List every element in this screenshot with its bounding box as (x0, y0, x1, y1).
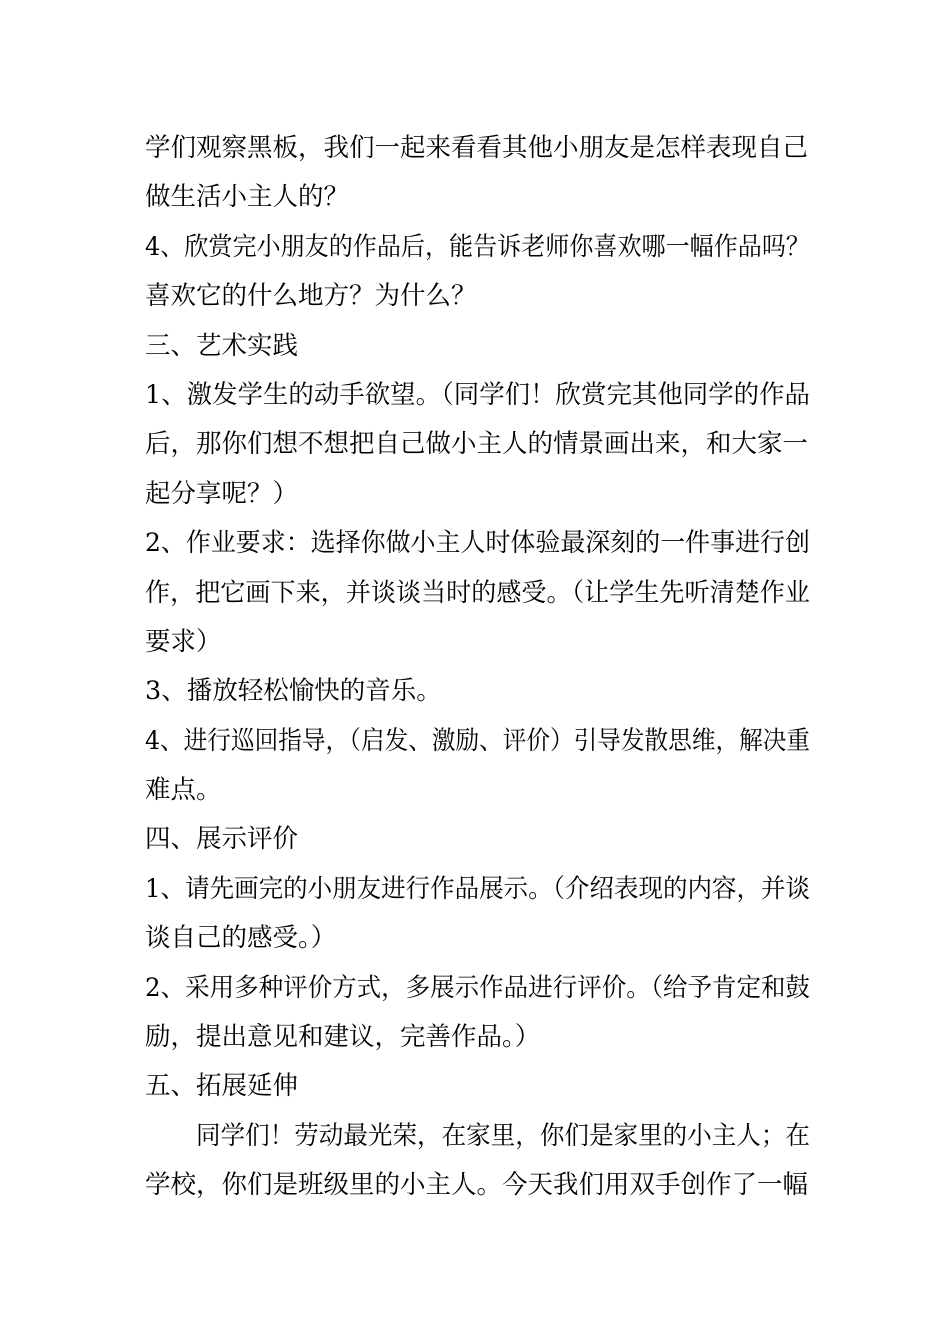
text-line: 起分享呢？） (145, 478, 299, 509)
text-line: 2、作业要求：选择你做小主人时体验最深刻的一件事进行创 (145, 528, 810, 559)
text-line: 作，把它画下来，并谈谈当时的感受。（让学生先听清楚作业 (145, 577, 810, 608)
text-line: 学们观察黑板，我们一起来看看其他小朋友是怎样表现自己 (145, 133, 809, 163)
text-line: 喜欢它的什么地方？为什么？ (145, 281, 477, 312)
text-line: 做生活小主人的？ (145, 182, 350, 213)
text-line: 要求） (145, 626, 222, 657)
text-line: 谈自己的感受。） (145, 923, 337, 954)
text-line: 1、激发学生的动手欲望。（同学们！欣赏完其他同学的作品 (145, 379, 810, 410)
paragraph-first-line: 同学们！劳动最光荣，在家里，你们是家里的小主人；在 (196, 1120, 810, 1151)
text-line: 4、进行巡回指导，（启发、激励、评价）引导发散思维，解决重 (145, 725, 810, 756)
section-heading: 四、展示评价 (145, 824, 299, 855)
text-line: 励，提出意见和建议，完善作品。） (145, 1022, 541, 1053)
text-line: 难点。 (145, 775, 222, 806)
text-line: 学校，你们是班级里的小主人。今天我们用双手创作了一幅 (145, 1170, 809, 1201)
section-heading: 五、拓展延伸 (145, 1071, 299, 1102)
text-line: 4、欣赏完小朋友的作品后，能告诉老师你喜欢哪一幅作品吗？ (145, 231, 810, 262)
document-body (145, 124, 810, 1211)
text-line: 2、采用多种评价方式，多展示作品进行评价。（给予肯定和鼓 (145, 972, 810, 1003)
text-line: 1、请先画完的小朋友进行作品展示。（介绍表现的内容，并谈 (145, 873, 810, 904)
text-line: 后，那你们想不想把自己做小主人的情景画出来，和大家一 (145, 429, 809, 460)
section-heading: 三、艺术实践 (145, 330, 299, 361)
text-line: 3、播放轻松愉快的音乐。 (145, 676, 442, 707)
